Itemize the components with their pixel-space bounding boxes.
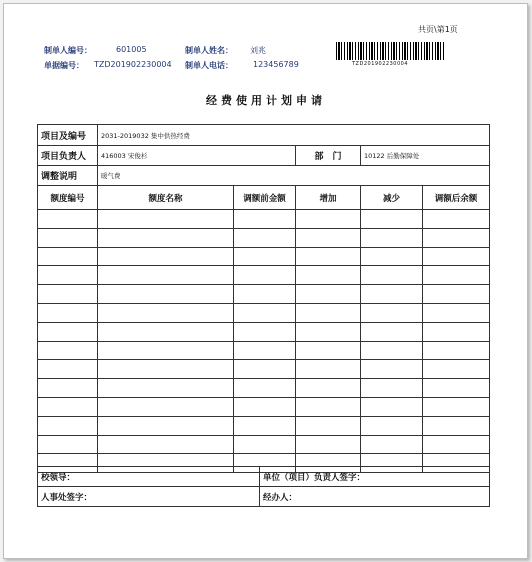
- table-cell[interactable]: [234, 435, 296, 454]
- table-cell[interactable]: [98, 303, 234, 322]
- signature-table: [37, 466, 490, 507]
- table-row: [38, 266, 490, 285]
- table-cell[interactable]: [296, 303, 361, 322]
- table-cell[interactable]: [38, 341, 98, 360]
- table-cell[interactable]: [98, 360, 234, 379]
- table-cell[interactable]: [361, 303, 423, 322]
- col-header-after-balance: 调额后余额: [423, 186, 490, 210]
- table-cell[interactable]: [98, 228, 234, 247]
- project-label: 项目及编号: [38, 125, 98, 146]
- table-cell[interactable]: [423, 416, 490, 435]
- table-cell[interactable]: [98, 247, 234, 266]
- table-cell[interactable]: [296, 210, 361, 229]
- maker-phone-value: 123456789: [253, 60, 299, 69]
- table-cell[interactable]: [98, 416, 234, 435]
- table-cell[interactable]: [423, 247, 490, 266]
- table-cell[interactable]: [38, 210, 98, 229]
- table-row: [38, 247, 490, 266]
- table-cell[interactable]: [361, 322, 423, 341]
- table-row: [38, 416, 490, 435]
- table-cell[interactable]: [38, 303, 98, 322]
- table-cell[interactable]: [296, 228, 361, 247]
- table-cell[interactable]: [234, 341, 296, 360]
- table-cell[interactable]: [423, 435, 490, 454]
- table-cell[interactable]: [423, 379, 490, 398]
- table-cell[interactable]: [98, 379, 234, 398]
- table-cell[interactable]: [361, 397, 423, 416]
- table-cell[interactable]: [361, 360, 423, 379]
- table-cell[interactable]: [423, 341, 490, 360]
- table-cell[interactable]: [296, 397, 361, 416]
- table-row: [38, 379, 490, 398]
- table-cell[interactable]: [234, 303, 296, 322]
- table-cell[interactable]: [234, 360, 296, 379]
- table-cell[interactable]: [423, 397, 490, 416]
- table-cell[interactable]: [38, 379, 98, 398]
- barcode-image: [336, 42, 444, 60]
- dept-value[interactable]: 10122 后勤保障处: [361, 146, 490, 166]
- table-cell[interactable]: [361, 210, 423, 229]
- table-cell[interactable]: [98, 397, 234, 416]
- table-cell[interactable]: [234, 379, 296, 398]
- table-row: [38, 228, 490, 247]
- table-cell[interactable]: [234, 285, 296, 304]
- table-row: [38, 303, 490, 322]
- note-label: 调整说明: [38, 166, 98, 186]
- table-cell[interactable]: [423, 228, 490, 247]
- table-cell[interactable]: [98, 285, 234, 304]
- table-cell[interactable]: [234, 247, 296, 266]
- table-cell[interactable]: [38, 285, 98, 304]
- table-row: [38, 397, 490, 416]
- maker-name-label: 制单人姓名：: [185, 46, 233, 55]
- budget-table: [37, 124, 490, 473]
- table-cell[interactable]: [296, 416, 361, 435]
- table-cell[interactable]: [423, 322, 490, 341]
- table-row: [38, 341, 490, 360]
- table-cell[interactable]: [296, 341, 361, 360]
- leader-value[interactable]: 416003 宋俊杉: [98, 146, 296, 166]
- table-cell[interactable]: [296, 322, 361, 341]
- table-cell[interactable]: [423, 266, 490, 285]
- page-info: 共页\第1页: [418, 25, 458, 34]
- table-cell[interactable]: [361, 266, 423, 285]
- unit-leader-sign[interactable]: 单位（项目）负责人签字：: [260, 467, 490, 487]
- table-row: [38, 285, 490, 304]
- table-cell[interactable]: [98, 322, 234, 341]
- school-leader-sign[interactable]: 校领导：: [38, 467, 260, 487]
- col-header-increase: 增加: [296, 186, 361, 210]
- table-cell[interactable]: [234, 228, 296, 247]
- table-cell[interactable]: [234, 416, 296, 435]
- col-header-quota-no: 额度编号: [38, 186, 98, 210]
- table-cell[interactable]: [296, 285, 361, 304]
- maker-phone-label: 制单人电话：: [185, 61, 233, 70]
- table-cell[interactable]: [98, 435, 234, 454]
- table-cell[interactable]: [38, 247, 98, 266]
- col-header-quota-name: 额度名称: [98, 186, 234, 210]
- note-value[interactable]: 暖气费: [98, 166, 490, 186]
- table-cell[interactable]: [38, 228, 98, 247]
- col-header-before-amount: 调额前金额: [234, 186, 296, 210]
- table-cell[interactable]: [38, 360, 98, 379]
- table-cell[interactable]: [98, 341, 234, 360]
- table-cell[interactable]: [234, 397, 296, 416]
- table-cell[interactable]: [38, 266, 98, 285]
- table-row: [38, 435, 490, 454]
- table-cell[interactable]: [296, 247, 361, 266]
- hr-sign[interactable]: 人事处签字：: [38, 487, 260, 507]
- table-cell[interactable]: [361, 341, 423, 360]
- page-title: 经费使用计划申请: [206, 94, 326, 107]
- table-cell[interactable]: [361, 285, 423, 304]
- project-value[interactable]: 2031-2019032 集中供热经费: [98, 125, 490, 146]
- table-cell[interactable]: [361, 379, 423, 398]
- maker-id-value: 601005: [116, 45, 147, 54]
- table-cell[interactable]: [38, 397, 98, 416]
- doc-no-value: TZD201902230004: [94, 60, 172, 69]
- table-cell[interactable]: [98, 210, 234, 229]
- col-header-decrease: 减少: [361, 186, 423, 210]
- table-cell[interactable]: [361, 247, 423, 266]
- table-cell[interactable]: [38, 416, 98, 435]
- table-cell[interactable]: [38, 322, 98, 341]
- table-cell[interactable]: [234, 266, 296, 285]
- table-cell[interactable]: [234, 210, 296, 229]
- table-cell[interactable]: [423, 210, 490, 229]
- table-cell[interactable]: [361, 435, 423, 454]
- table-cell[interactable]: [98, 266, 234, 285]
- table-cell[interactable]: [296, 266, 361, 285]
- table-cell[interactable]: [296, 360, 361, 379]
- table-cell[interactable]: [234, 322, 296, 341]
- maker-id-label: 制单人编号：: [44, 46, 92, 55]
- table-cell[interactable]: [361, 228, 423, 247]
- dept-label: 部 门: [296, 146, 361, 166]
- table-cell[interactable]: [361, 416, 423, 435]
- table-cell[interactable]: [296, 435, 361, 454]
- table-cell[interactable]: [296, 379, 361, 398]
- table-row: [38, 322, 490, 341]
- leader-label: 项目负责人: [38, 146, 98, 166]
- barcode-text: TZD201902230004: [352, 61, 409, 67]
- table-row: [38, 210, 490, 229]
- doc-no-label: 单据编号：: [44, 61, 84, 70]
- table-row: [38, 360, 490, 379]
- table-cell[interactable]: [423, 285, 490, 304]
- handler-sign[interactable]: 经办人：: [260, 487, 490, 507]
- table-cell[interactable]: [423, 360, 490, 379]
- maker-name-value: 刘兆: [250, 46, 266, 55]
- table-cell[interactable]: [38, 435, 98, 454]
- table-cell[interactable]: [423, 303, 490, 322]
